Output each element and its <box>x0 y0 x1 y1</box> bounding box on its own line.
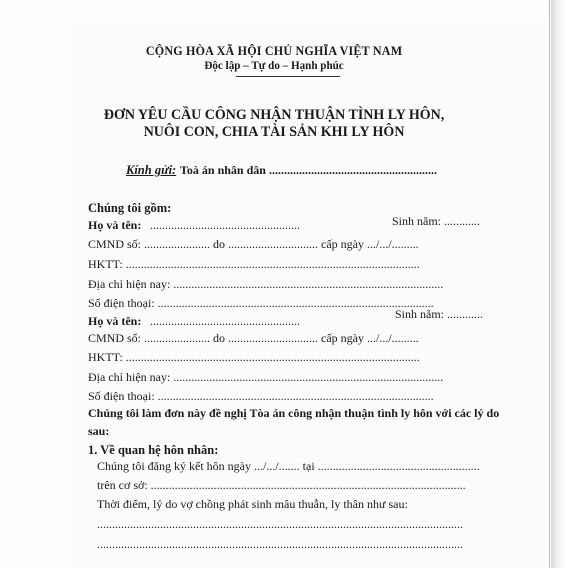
marriage-basis-field[interactable]: trên cơ sở: ......................................................................................................... <box>97 478 466 492</box>
p1-address-field[interactable]: Địa chỉ hiện nay: .......................................................................................... <box>88 277 444 291</box>
p2-address-field[interactable]: Địa chỉ hiện nay: .......................................................................................... <box>88 370 444 384</box>
p2-name-label: Họ và tên: <box>88 314 142 328</box>
request-line1: Chúng tôi làm đơn này đề nghị Tòa án công nhận thuận tình ly hôn với các lý do <box>88 406 500 420</box>
p2-name-field[interactable]: .................................................. <box>150 314 300 328</box>
form-title-line2: NUÔI CON, CHIA TÀI SẢN KHI LY HÔN <box>143 124 405 140</box>
p2-phone-field[interactable]: Số điện thoại: ............................................................................................ <box>88 389 434 403</box>
conflict-field-line2[interactable]: .......................................................................................................................... <box>97 537 463 551</box>
p1-residence-field[interactable]: HKTT: .................................................................................................. <box>88 257 420 271</box>
national-name: CỘNG HÒA XÃ HỘI CHỦ NGHĨA VIỆT NAM <box>145 44 403 58</box>
p1-id-field[interactable]: CMND số: ...................... do .............................. cấp ngày .../.../......... <box>88 237 419 251</box>
page-margin <box>551 0 568 568</box>
conflict-prompt: Thời điểm, lý do vợ chồng phát sinh mâu thuẫn, ly thân như sau: <box>97 497 408 511</box>
section1-heading: 1. Về quan hệ hôn nhân: <box>88 443 219 457</box>
national-motto: Độc lập – Tự do – Hạnh phúc <box>204 60 344 72</box>
paper-edge-shadow <box>549 0 550 568</box>
p2-id-field[interactable]: CMND số: ...................... do .............................. cấp ngày .../.../......... <box>88 331 419 345</box>
addressee-value: Toà án nhân dân ........................................................ <box>180 163 437 177</box>
p2-residence-field[interactable]: HKTT: .................................................................................................. <box>88 350 420 364</box>
form-title-line1: ĐƠN YÊU CẦU CÔNG NHẬN THUẬN TÌNH LY HÔN, <box>103 107 445 123</box>
p1-birth-field[interactable]: Sinh năm: ............ <box>392 214 481 228</box>
addressee-label: Kính gửi: <box>126 163 177 177</box>
p1-name-label: Họ và tên: <box>88 218 142 232</box>
motto-underline <box>236 76 340 77</box>
request-line2: sau: <box>88 424 110 438</box>
p1-phone-field[interactable]: Số điện thoại: ............................................................................................ <box>88 296 434 310</box>
marriage-field[interactable]: Chúng tôi đăng ký kết hôn ngày .../.../....... tại ...................................................... <box>97 459 480 473</box>
p1-name-field[interactable]: .................................................. <box>150 218 300 232</box>
p2-birth-field[interactable]: Sinh năm: ............ <box>395 307 484 321</box>
conflict-field-line1[interactable]: .......................................................................................................................... <box>97 517 463 531</box>
parties-heading: Chúng tôi gồm: <box>88 201 172 215</box>
